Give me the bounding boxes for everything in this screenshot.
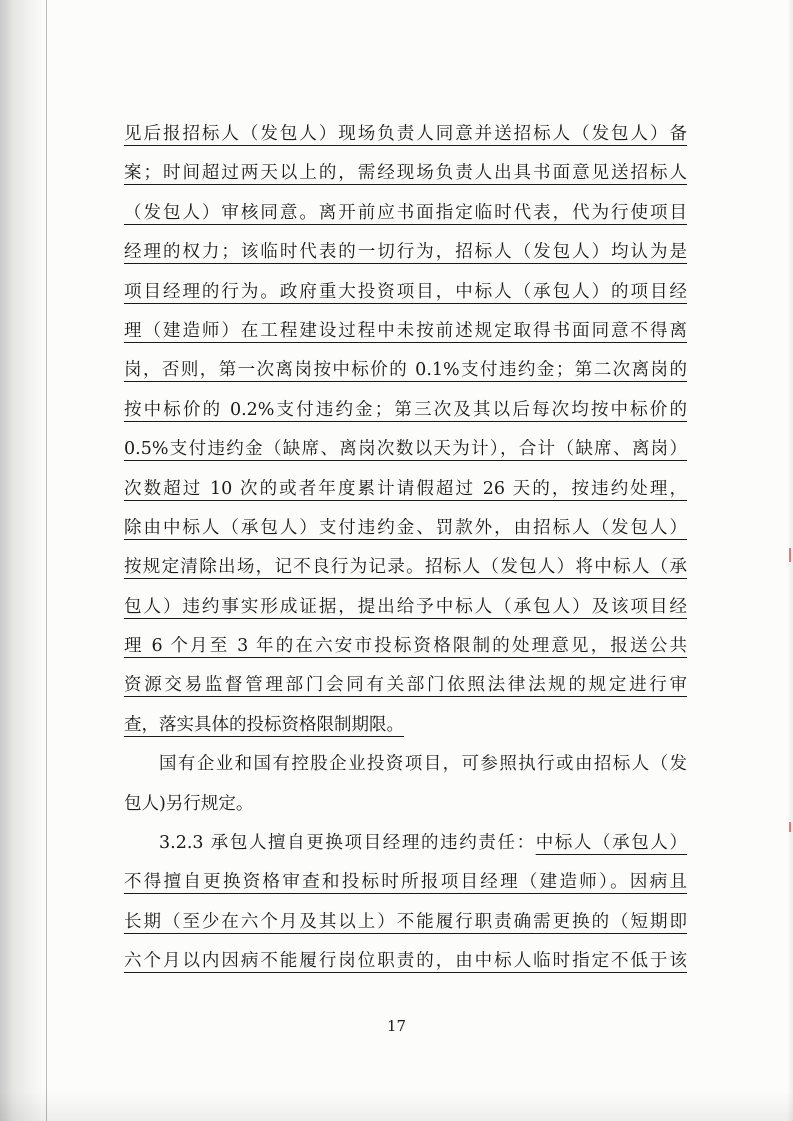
text-line <box>124 942 687 981</box>
text-run: 包人)另行规定。 <box>124 793 254 814</box>
text-line <box>124 154 687 193</box>
text-line <box>124 391 687 430</box>
document-body <box>124 115 687 982</box>
underlined-text-run: 理 6 个月至 3 年的在六安市投标资格限制的处理意见，报送公共 <box>124 636 687 657</box>
text-line <box>124 115 687 154</box>
underlined-text-run: 按中标价的 0.2%支付违约金；第三次及其以后每次均按中标价的 <box>124 399 687 420</box>
text-line <box>124 745 687 784</box>
underlined-text-run: 岗，否则，第一次离岗按中标价的 0.1%支付违约金；第二次离岗的 <box>124 360 687 381</box>
text-line <box>124 706 687 745</box>
text-line <box>124 509 687 548</box>
text-line <box>124 548 687 587</box>
underlined-text-run: 六个月以内因病不能履行岗位职责的，由中标人临时指定不低于该 <box>124 951 687 972</box>
text-line <box>124 430 687 469</box>
underlined-text-run: 除由中标人（承包人）支付违约金、罚款外，由招标人（发包人） <box>124 517 687 538</box>
text-line <box>124 588 687 627</box>
text-line <box>124 863 687 902</box>
bottom-scan-shadow <box>0 1091 793 1121</box>
text-run: 国有企业和国有控股企业投资项目，可参照执行或由招标人（发 <box>159 754 687 775</box>
edge-color-mark <box>789 548 791 562</box>
underlined-text-run: 经理的权力；该临时代表的一切行为，招标人（发包人）均认为是 <box>124 242 687 263</box>
paragraph-p2 <box>124 745 687 824</box>
text-line <box>124 273 687 312</box>
underlined-text-run: 按规定清除出场，记不良行为记录。招标人（发包人）将中标人（承 <box>124 557 687 578</box>
text-run: 3.2.3 承包人擅自更换项目经理的违约责任： <box>159 833 536 854</box>
underlined-text-run: 包人）违约事实形成证据，提出给予中标人（承包人）及该项目经 <box>124 596 687 617</box>
text-line <box>124 312 687 351</box>
text-line <box>124 627 687 666</box>
page-number: 17 <box>386 1017 407 1035</box>
underlined-text-run: （发包人）审核同意。离开前应书面指定临时代表，代为行使项目 <box>124 202 687 223</box>
text-line <box>124 470 687 509</box>
text-line <box>124 351 687 390</box>
underlined-text-run: 理（建造师）在工程建设过程中未按前述规定取得书面同意不得离 <box>124 320 687 341</box>
paragraph-p1 <box>124 115 687 745</box>
underlined-text-run: 次数超过 10 次的或者年度累计请假超过 26 天的，按违约处理， <box>124 478 687 499</box>
text-line <box>124 194 687 233</box>
underlined-text-run: 项目经理的行为。政府重大投资项目，中标人（承包人）的项目经 <box>124 281 687 302</box>
page-right-edge <box>787 0 793 1121</box>
underlined-text-run: 见后报招标人（发包人）现场负责人同意并送招标人（发包人）备 <box>124 124 687 144</box>
text-line <box>124 666 687 705</box>
paragraph-p3 <box>124 824 687 982</box>
text-line <box>124 903 687 942</box>
text-line <box>124 785 687 824</box>
underlined-text-run: 查，落实具体的投标资格限制期限。 <box>124 714 404 735</box>
underlined-text-run: 长期（至少在六个月及其以上）不能履行职责确需更换的（短期即 <box>124 911 687 932</box>
underlined-text-run: 0.5%支付违约金（缺席、离岗次数以天为计），合计（缺席、离岗） <box>124 439 687 460</box>
underlined-text-run: 资源交易监督管理部门会同有关部门依照法律法规的规定进行审 <box>124 675 687 696</box>
edge-color-mark <box>789 822 791 832</box>
underlined-text-run: 中标人（承包人） <box>535 833 688 854</box>
underlined-text-run: 不得擅自更换资格审查和投标时所报项目经理（建造师）。因病且 <box>124 872 687 893</box>
text-line <box>124 824 687 863</box>
text-line <box>124 233 687 272</box>
binding-shadow <box>0 0 46 1121</box>
binding-edge-line <box>46 0 47 1121</box>
underlined-text-run: 案；时间超过两天以上的，需经现场负责人出具书面意见送招标人 <box>124 163 687 184</box>
